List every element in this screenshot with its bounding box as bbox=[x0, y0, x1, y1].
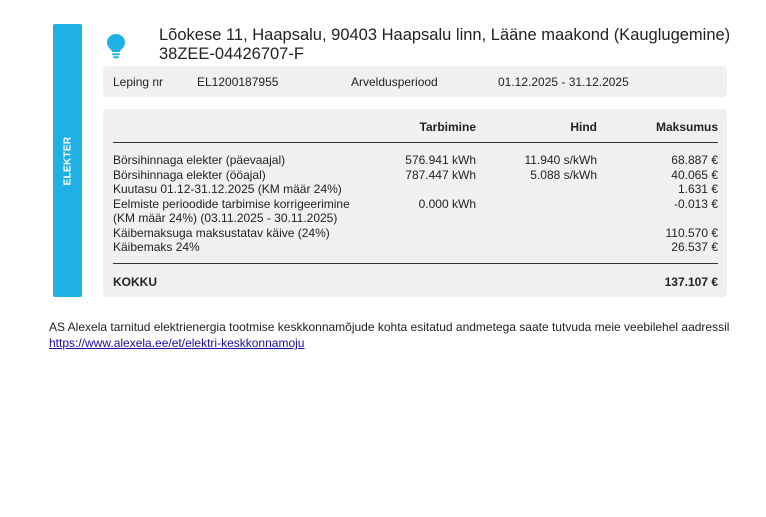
metering-point-address bbox=[159, 26, 739, 64]
row-price: 11.940 s/kWh bbox=[524, 153, 597, 167]
row-amount: 1.631 € bbox=[677, 182, 718, 196]
table-row bbox=[103, 211, 727, 226]
billing-period-label: Arveldusperiood bbox=[351, 75, 438, 89]
environmental-impact-link[interactable]: https://www.alexela.ee/et/elektri-keskkonnamoju bbox=[49, 336, 305, 350]
contract-number-label: Leping nr bbox=[113, 75, 164, 89]
contract-number-value: EL1200187955 bbox=[197, 75, 279, 89]
table-row bbox=[103, 226, 727, 241]
lightbulb-icon bbox=[106, 33, 126, 59]
row-usage: 787.447 kWh bbox=[405, 167, 476, 182]
row-amount: 40.065 € bbox=[671, 167, 718, 182]
total-label: KOKKU bbox=[113, 275, 157, 289]
row-name: Käibemaks 24% bbox=[113, 240, 200, 254]
billing-period-value: 01.12.2025 - 31.12.2025 bbox=[498, 75, 629, 89]
row-price: 5.088 s/kWh bbox=[530, 167, 597, 182]
row-amount: 26.537 € bbox=[671, 240, 718, 254]
row-name: Käibemaksuga maksustatav käive (24%) bbox=[113, 225, 330, 240]
header-divider bbox=[113, 142, 718, 143]
table-row bbox=[103, 197, 727, 212]
row-usage: 576.941 kWh bbox=[405, 153, 476, 167]
row-amount: -0.013 € bbox=[673, 196, 718, 211]
row-name: Eelmiste perioodide tarbimise korrigeerimine bbox=[113, 196, 350, 211]
note-text: AS Alexela tarnitud elektrienergia tootmise keskkonnamõjude kohta esitatud andmetega saate tutvuda meie veebilehel aadressil bbox=[49, 320, 730, 334]
contract-info-bar bbox=[103, 66, 727, 97]
row-amount: 68.887 € bbox=[671, 153, 718, 167]
table-row bbox=[103, 153, 727, 168]
header-price: Hind bbox=[570, 120, 597, 134]
address-line: Lõokese 11, Haapsalu, 90403 Haapsalu linn, Lääne maakond (Kauglugemine) bbox=[159, 26, 731, 44]
metering-point-code: 38ZEE-04426707-F bbox=[159, 45, 304, 63]
row-name: Börsihinnaga elekter (ööajal) bbox=[113, 167, 266, 182]
total-value: 137.107 € bbox=[664, 275, 718, 289]
category-label: ELEKTER bbox=[62, 136, 73, 185]
charges-table bbox=[103, 109, 727, 297]
row-usage: 0.000 kWh bbox=[418, 196, 476, 211]
table-row bbox=[103, 182, 727, 197]
row-name: Börsihinnaga elekter (päevaajal) bbox=[113, 153, 286, 167]
environmental-impact-note bbox=[49, 319, 739, 351]
row-name: Kuutasu 01.12-31.12.2025 (KM määr 24%) bbox=[113, 182, 342, 196]
header-amount: Maksumus bbox=[655, 120, 718, 134]
category-side-tab bbox=[53, 24, 82, 297]
row-amount: 110.570 € bbox=[665, 225, 718, 240]
table-row bbox=[103, 168, 727, 183]
header-usage: Tarbimine bbox=[419, 120, 476, 134]
row-name: (KM määr 24%) (03.11.2025 - 30.11.2025) bbox=[113, 211, 338, 225]
table-row bbox=[103, 240, 727, 255]
total-divider bbox=[113, 263, 718, 264]
